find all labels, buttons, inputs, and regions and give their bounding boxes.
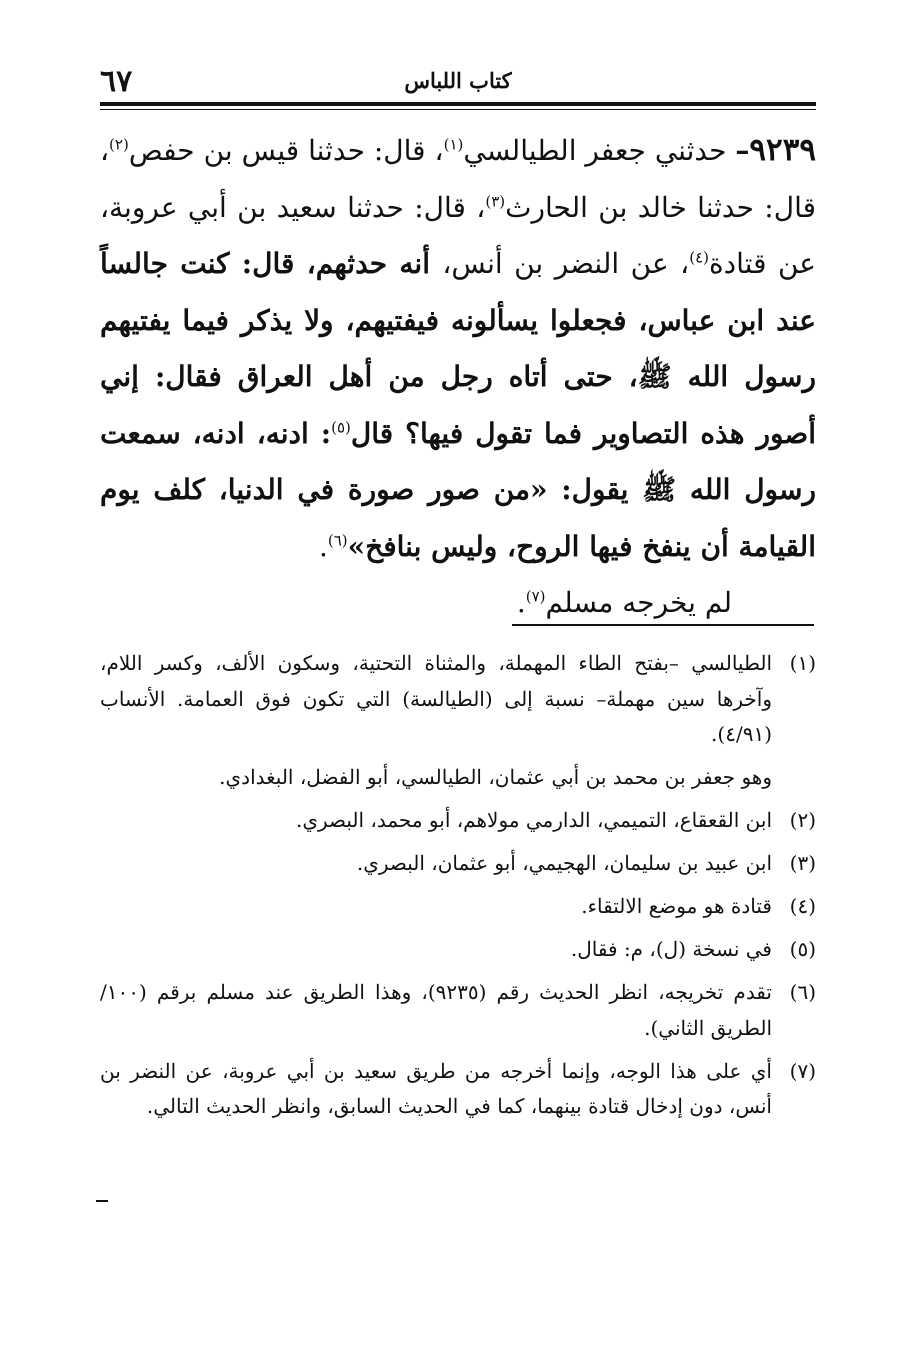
footnote-ref-7[interactable]: (٧) xyxy=(525,587,546,606)
footnote-ref-2[interactable]: (٢) xyxy=(109,135,129,154)
footnote-text: تقدم تخريجه، انظر الحديث رقم (٩٢٣٥)، وهذا الطريق عند مسلم برقم (١٠٠/ الطريق الثاني). xyxy=(100,980,772,1040)
footnote-3 xyxy=(100,846,816,882)
closing-text: لم يخرجه مسلم xyxy=(545,586,732,619)
footnote-text: ابن عبيد بن سليمان، الهجيمي، أبو عثمان، البصري. xyxy=(356,851,772,875)
footnote-number: (٤) xyxy=(789,894,816,918)
footnote-text: قتادة هو موضع الالتقاء. xyxy=(581,894,772,918)
isnad-3: ، قال: حدثنا خالد بن الحارث xyxy=(100,134,816,224)
footnote-separator xyxy=(512,624,814,626)
footnote-7 xyxy=(100,1054,816,1125)
hadith-paragraph xyxy=(100,122,816,575)
footnote-text: ابن القعقاع، التميمي، الدارمي مولاهم، أبو محمد، البصري. xyxy=(295,808,772,832)
footnote-5 xyxy=(100,932,816,968)
footnote-ref-5[interactable]: (٥) xyxy=(331,418,351,437)
hadith-end: . xyxy=(318,529,328,563)
footnote-ref-4[interactable]: (٤) xyxy=(689,248,709,267)
hadith-text xyxy=(100,122,816,632)
footnote-number: (٦) xyxy=(789,980,816,1004)
footnote-number: (٢) xyxy=(789,808,816,832)
footnote-ref-1[interactable]: (١) xyxy=(443,135,464,154)
running-title: كتاب اللباس xyxy=(404,68,512,93)
page-number: ٦٧ xyxy=(100,64,133,99)
header-rule-thick xyxy=(100,102,816,106)
header-rule-thin xyxy=(100,109,816,110)
isnad-4: ، قال: حدثنا سعيد بن أبي عروبة، عن قتادة xyxy=(100,190,816,280)
hadith-dash: – xyxy=(735,134,750,167)
footnote-ref-3[interactable]: (٣) xyxy=(485,192,506,211)
footnote-text: في نسخة (ل)، م: فقال. xyxy=(570,937,772,961)
isnad-2: ، قال: حدثنا قيس بن حفص xyxy=(128,134,444,167)
isnad-1: حدثني جعفر الطيالسي xyxy=(463,134,727,167)
isnad-5: ، عن النضر بن أنس، xyxy=(442,247,690,280)
page-end-mark xyxy=(96,1200,108,1202)
footnote-4 xyxy=(100,889,816,925)
matn-2: : ادنه، ادنه، سمعت رسول الله ﷺ يقول: «من صور صورة في الدنيا، كلف يوم القيامة أن ينفخ فيها الروح، وليس بنافخ» xyxy=(100,416,816,563)
footnote-number: (٣) xyxy=(789,851,816,875)
footnote-2 xyxy=(100,803,816,839)
footnote-text: الطيالسي –بفتح الطاء المهملة، والمثناة التحتية، وسكون الألف، وكسر اللام، وآخرها سين مهملة– نسبة إلى (الطيالسة) التي تكون فوق العمامة. الأنساب (٤/٩١). xyxy=(100,651,772,746)
footnote-number: (١) xyxy=(789,651,816,675)
footnote-number: (٧) xyxy=(789,1058,816,1083)
page-header xyxy=(100,62,816,102)
hadith-number: ٩٢٣٩ xyxy=(749,132,816,168)
matn-1: أنه حدثهم، قال: كنت جالساً عند ابن عباس، فجعلوا يسألونه فيفتيهم، ولا يذكر فيما يفتيهم رسول الله ﷺ، حتى أتاه رجل من أهل العراق فقال: إني أصور هذه التصاوير فما تقول فيها؟ قال xyxy=(100,247,816,450)
footnote-ref-6[interactable]: (٦) xyxy=(327,531,348,550)
footnote-text: أي على هذا الوجه، وإنما أخرجه من طريق سعيد بن أبي عروبة، عن النضر بن أنس، دون إدخال قتادة بينهما، كما في الحديث السابق، وانظر الحديث التالي. xyxy=(100,1058,772,1118)
footnote-1-continued: وهو جعفر بن محمد بن أبي عثمان، الطيالسي، أبو الفضل، البغدادي. xyxy=(219,765,772,789)
footnotes xyxy=(100,646,816,1132)
footnote-number: (٥) xyxy=(789,937,816,961)
closing-end: . xyxy=(516,586,526,619)
footnote-1 xyxy=(100,646,816,753)
footnote-6 xyxy=(100,975,816,1046)
